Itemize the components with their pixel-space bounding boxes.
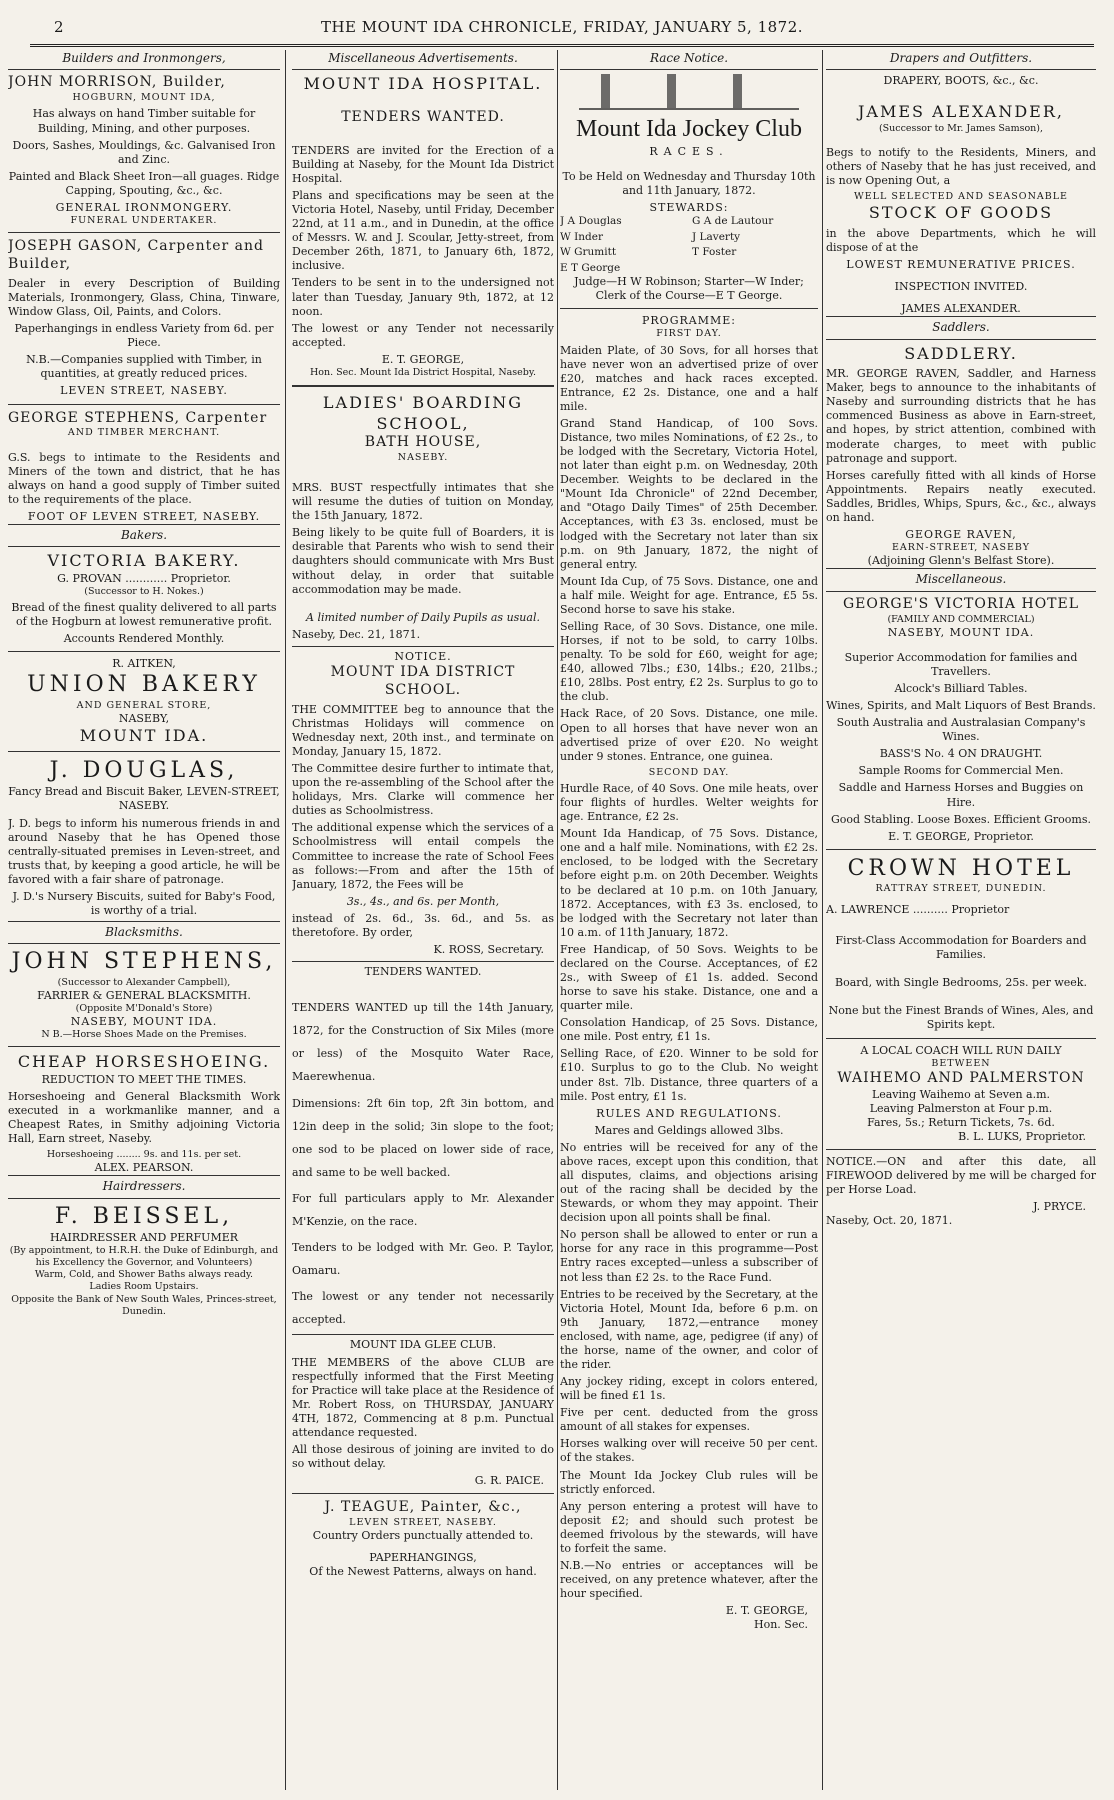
column-divider: [822, 50, 823, 1790]
ad-title: MOUNT IDA HOSPITAL.: [303, 74, 543, 94]
ad-subheading: WELL SELECTED AND SEASONABLE: [853, 191, 1068, 203]
ad-address: EARN-STREET, NASEBY: [891, 542, 1031, 554]
rule-text: N.B.—No entries or acceptances will be received, on any pretence whatever, after the hour specified.: [560, 1559, 818, 1601]
divider: [8, 404, 280, 405]
steward: [692, 262, 818, 275]
rule-text: Entries to be received by the Secretary, at the Victoria Hotel, Mount Ida, before 6 p.m. on 9th January, 1872,—entrance money enclosed, with name, age, pedigree (if any) of the horse, name of the owner, and color of the rider.: [560, 1287, 818, 1371]
ad-text: G. PROVAN ............ Proprietor.: [57, 571, 231, 585]
race-entry: Maiden Plate, of 30 Sovs, for all horses that have never won an advertised prize of over £20, matches and hack races excepted. Entrance, £2 2s. Distance, one and a half mile.: [560, 343, 818, 413]
ad-title: JOHN MORRISON, Builder,: [8, 74, 226, 91]
ad-signature: E. T. GEORGE,: [725, 1604, 808, 1618]
ad-text: Board, with Single Bedrooms, 25s. per week.: [835, 976, 1087, 990]
ad-heading: BASS'S No. 4 ON DRAUGHT.: [879, 747, 1043, 761]
ad-title: GEORGE STEPHENS, Carpenter: [8, 409, 268, 426]
ad-text: MR. GEORGE RAVEN, Saddler, and Harness Maker, begs to announce to the inhabitants of Naseby and surrounding districts that he has commenced Business as above in Earn-street, and hopes, by strict attention, combined with moderate charges, to meet with public patronage and support.: [826, 367, 1096, 465]
ad-signature: E. T. GEORGE,: [381, 352, 465, 366]
ad-text: A limited number of Daily Pupils as usual.: [306, 610, 540, 624]
ad-subheading: FUNERAL UNDERTAKER.: [70, 214, 218, 226]
race-entry: Free Handicap, of 50 Sovs. Weights to be declared on the Course. Acceptances, of £2 2s., with Sweep of £1 1s. added. Second horse to save his stake. Distance, one and a quarter mile.: [560, 942, 818, 1013]
race-entry: Selling Race, of £20. Winner to be sold for £10. Surplus to go to the Club. No weight under 8st. 7lb. Distance, three quarters of a mile. Post entry, £1 1s.: [560, 1047, 818, 1103]
ad-text: THE MEMBERS of the above CLUB are respectfully informed that the First Meeting for Practice will take place at the Residence of Mr. Robert Ross, on THURSDAY, JANUARY 4TH, 1872, Commencing at 8 p.m. Punctual attendance requested.: [292, 1355, 554, 1439]
ad-text: Leaving Waihemo at Seven a.m.: [871, 1087, 1051, 1101]
race-entry: Mount Ida Cup, of 75 Sovs. Distance, one and a half mile. Weight for age. Entrance, £5 5s. Second horse to save his stake.: [560, 574, 818, 616]
ad-title: GEORGE'S VICTORIA HOTEL: [842, 595, 1080, 612]
ad-text: TENDERS are invited for the Erection of a Building at Naseby, for the Mount Ida District Hospital.: [292, 143, 554, 185]
rule-text: No entries will be received for any of the above races, except upon this condition, that all disputes, claims, and objections arising out of the racing shall be decided by the Stewards, or whom they may appoint. Their decision upon all points shall be final.: [560, 1140, 818, 1225]
ad-address: NASEBY, MOUNT IDA.: [70, 1015, 218, 1029]
ad-signature: J. PRYCE.: [1033, 1200, 1086, 1214]
divider: [8, 1046, 280, 1047]
ad-heading: RULES AND REGULATIONS.: [596, 1106, 782, 1120]
ad-heading: NOTICE.: [292, 646, 554, 664]
ad-text: Horseshoeing ........ 9s. and 11s. per set.: [46, 1149, 242, 1161]
ad-text: Painted and Black Sheet Iron—all guages. Ridge Capping, Spouting, &c., &c.: [8, 169, 280, 197]
divider: [8, 232, 280, 233]
ad-text: The lowest or any tender not necessarily accepted.: [292, 1290, 554, 1327]
ad-title: JOHN STEPHENS,: [11, 949, 277, 975]
rule-text: Any person entering a protest will have to deposit £2; and should such protest be deemed frivolous by the stewards, will have to forfeit the same.: [560, 1499, 818, 1555]
ad-text: None but the Finest Brands of Wines, Ales, and Spirits kept.: [828, 1004, 1094, 1032]
rule-text: Horses walking over will receive 50 per cent. of the stakes.: [560, 1437, 818, 1465]
ad-text: Horseshoeing and General Blacksmith Work executed in a workmanlike manner, and a Cheapest Rates, in Smithy adjoining Victoria Hall, Earn street, Naseby.: [8, 1089, 280, 1146]
ad-title: F. BEISSEL,: [54, 1203, 234, 1229]
ad-signature: G. R. PAICE.: [474, 1474, 544, 1488]
ad-heading: PROGRAMME:: [642, 314, 736, 328]
ad-signature: GEORGE RAVEN,: [905, 528, 1017, 541]
rule-text: The Mount Ida Jockey Club rules will be strictly enforced.: [560, 1468, 818, 1496]
ad-text: Of the Newest Patterns, always on hand.: [309, 1565, 537, 1579]
race-entry: Consolation Handicap, of 25 Sovs. Distance, one mile. Post entry, £1 1s.: [560, 1016, 818, 1044]
steward: T Foster: [692, 246, 737, 259]
ad-heading: GENERAL IRONMONGERY.: [55, 200, 233, 214]
race-entry: Selling Race, of 30 Sovs. Distance, one mile. Horses, if not to be sold, to carry 10lbs. penalty. To be sold for £60, weight for age; £40, allowed 7lbs.; £30, 14lbs.; £20, 21lbs.; £10, 28lbs. Post entry, £2 2s. Surplus to go to the club.: [560, 620, 818, 704]
ad-subheading: (Successor to Alexander Campbell),: [57, 976, 231, 988]
ad-text: Dimensions: 2ft 6in top, 2ft 3in bottom, and 12in deep in the solid; 3in slope to the foot; one sod to be placed on lower side of race, and same to be well backed.: [292, 1096, 554, 1179]
steward: G A de Lautour: [692, 215, 774, 228]
ad-subheading: AND TIMBER MERCHANT.: [67, 427, 221, 439]
ad-address: RATTRAY STREET, DUNEDIN.: [875, 882, 1047, 894]
divider: [292, 1493, 554, 1494]
ad-heading: RACES.: [649, 145, 729, 159]
ad-signature: E. T. GEORGE, Proprietor.: [888, 829, 1034, 843]
ad-text: (Opposite M'Donald's Store): [75, 1002, 213, 1014]
section-header: Bakers.: [8, 524, 280, 547]
ad-text: Ladies Room Upstairs.: [89, 1281, 199, 1293]
ad-signature: B. L. LUKS, Proprietor.: [958, 1129, 1086, 1143]
ad-text: The additional expense which the services of a Schoolmistress will entail compels the Committee to increase the rate of School Fees as follows:—From and after the 15th of January, 1872, the Fees will be: [292, 821, 554, 891]
stewards-list: [560, 215, 818, 275]
ad-signature: Hon. Sec. Mount Ida District Hospital, Naseby.: [309, 366, 536, 378]
rule-text: Any jockey riding, except in colors entered, will be fined £1 1s.: [560, 1375, 818, 1403]
ad-heading: INSPECTION INVITED.: [894, 280, 1028, 294]
ad-heading: FARRIER & GENERAL BLACKSMITH.: [37, 988, 251, 1002]
section-header: Hairdressers.: [8, 1175, 280, 1198]
ad-heading: A LOCAL COACH WILL RUN DAILY: [860, 1043, 1062, 1057]
column-3: [560, 50, 818, 1790]
ad-date: Naseby, Dec. 21, 1871.: [292, 627, 421, 641]
column-2: [292, 50, 554, 1790]
ad-text: MOUNT IDA.: [79, 725, 209, 745]
ad-text: J. D. begs to inform his numerous friends in and around Naseby that he has Opened those centrally-situated premises in Leven-street, and trusts that, by keeping a good article, he will be favored with a fair share of patronage.: [8, 816, 280, 886]
ad-title: JAMES ALEXANDER,: [858, 102, 1064, 122]
ad-address: LEVEN STREET, NASEBY.: [60, 384, 228, 398]
ad-heading: STEWARDS:: [649, 201, 729, 215]
ad-title: CROWN HOTEL: [847, 855, 1075, 881]
ad-subheading: Fancy Bread and Biscuit Baker, LEVEN-STREET, NASEBY.: [8, 785, 280, 813]
race-entry: Hack Race, of 20 Sovs. Distance, one mile. Open to all horses that have never won an advertised prize of over £20. No weight under 9 stones. Entrance, one guinea.: [560, 707, 818, 763]
ad-text: Dealer in every Description of Building Materials, Ironmongery, Glass, China, Tinware, Window Glass, Oil, Paints, and Colors.: [8, 276, 280, 319]
ad-title: J. TEAGUE, Painter, &c.,: [324, 1499, 522, 1516]
ad-text: Tenders to be sent in to the undersigned not later than Tuesday, January 9th, 1872, at 12 noon.: [292, 276, 554, 318]
masthead: [30, 18, 1094, 42]
ad-title: UNION BAKERY: [27, 672, 261, 698]
ad-text: in the above Departments, which he will dispose of at the: [826, 226, 1096, 254]
ad-text: (Successor to H. Nokes.): [84, 585, 204, 597]
ad-text: 3s., 4s., and 6s. per Month,: [346, 894, 500, 908]
rule-text: No person shall be allowed to enter or run a horse for any race in this programme—Post Entry races excepted—unless a subscriber of not less than £2 2s. to the Race Fund.: [560, 1228, 818, 1284]
ad-text: R. AITKEN,: [112, 657, 176, 671]
ad-address: LEVEN STREET, NASEBY.: [349, 1517, 497, 1529]
steward: J A Douglas: [560, 215, 622, 228]
ad-text: Alcock's Billiard Tables.: [894, 681, 1028, 695]
section-header: Drapers and Outfitters.: [826, 50, 1096, 70]
ad-heading: PAPERHANGINGS,: [369, 1551, 477, 1565]
ad-address: HOGBURN, MOUNT IDA,: [72, 92, 216, 104]
ad-date: Naseby, Oct. 20, 1871.: [826, 1214, 953, 1228]
ad-title: JOSEPH GASON, Carpenter and Builder,: [8, 238, 264, 273]
steward: W Inder: [560, 230, 603, 243]
divider: [8, 751, 280, 752]
ad-text: Begs to notify to the Residents, Miners, and others of Naseby that he has just received, and is now Opening Out, a: [826, 146, 1096, 188]
ad-text: Wines, Spirits, and Malt Liquors of Best Brands.: [826, 699, 1096, 713]
ad-text: THE COMMITTEE beg to announce that the Christmas Holidays will commence on Wednesday next, 20th inst., and terminate on Monday, January 15, 1872.: [292, 702, 554, 758]
ad-subheading: AND GENERAL STORE,: [76, 699, 212, 711]
ad-text: Clerk of the Course—E T George.: [595, 289, 783, 303]
ad-text: Judge—H W Robinson; Starter—W Inder;: [574, 275, 804, 289]
ad-text: N B.—Horse Shoes Made on the Premises.: [41, 1029, 247, 1041]
ad-text: Sample Rooms for Commercial Men.: [858, 764, 1064, 778]
ad-text: Country Orders punctually attended to.: [312, 1529, 534, 1543]
race-entry: Mount Ida Handicap, of 75 Sovs. Distance, one and a half mile. Nominations, with £2 2s. enclosed, to be lodged with the Secretary before eight p.m. on 20th December. Weights to be declared at 10 p.m. on 10th January, 1872. Acceptances, with £3 3s. enclosed, to be lodged with the Secretary not later than 10 a.m. of 11th January, 1872.: [560, 827, 818, 939]
steward: J Laverty: [692, 230, 741, 243]
steward: E T George: [560, 261, 621, 274]
ad-title: MOUNT IDA DISTRICT SCHOOL.: [330, 663, 516, 698]
ad-address: FOOT OF LEVEN STREET, NASEBY.: [27, 509, 261, 523]
ad-text: A. LAWRENCE .......... Proprietor: [826, 903, 1010, 917]
ad-text: South Australia and Australasian Company's Wines.: [836, 716, 1086, 744]
section-header: Builders and Ironmongers,: [8, 50, 280, 70]
ad-text: The lowest or any Tender not necessarily accepted.: [292, 321, 554, 349]
ad-heading: REDUCTION TO MEET THE TIMES.: [41, 1072, 247, 1086]
newspaper-title: THE MOUNT IDA CHRONICLE, FRIDAY, JANUARY 5, 1872.: [320, 18, 804, 36]
section-header: Race Notice.: [560, 50, 818, 70]
section-header: Blacksmiths.: [8, 921, 280, 944]
ad-text: Leaving Palmerston at Four p.m.: [869, 1101, 1053, 1115]
ad-address: NASEBY, MOUNT IDA.: [887, 625, 1035, 639]
ad-text: Tenders to be lodged with Mr. Geo. P. Taylor, Oamaru.: [292, 1241, 554, 1278]
ad-title: STOCK OF GOODS: [868, 203, 1054, 223]
ad-text: Superior Accommodation for families and Travellers.: [844, 650, 1078, 678]
ad-title: J. DOUGLAS,: [49, 758, 239, 784]
ad-text: Doors, Sashes, Mouldings, &c. Galvanised Iron and Zinc.: [12, 138, 276, 166]
ad-title: VICTORIA BAKERY.: [47, 551, 241, 571]
section-header: Miscellaneous.: [826, 568, 1096, 591]
section-header: Saddlers.: [826, 316, 1096, 339]
ad-signature: JAMES ALEXANDER.: [901, 302, 1021, 316]
ad-subheading: FIRST DAY.: [656, 328, 722, 340]
ad-subheading: (Successor to Mr. James Samson),: [878, 122, 1044, 134]
ad-text: TENDERS WANTED up till the 14th January, 1872, for the Construction of Six Miles (more or less) of the Mosquito Water Race, Maerewhenua.: [292, 1001, 554, 1084]
ad-text: Accounts Rendered Monthly.: [63, 632, 225, 646]
rule-text: Mares and Geldings allowed 3lbs.: [594, 1123, 784, 1137]
ad-signature: Hon. Sec.: [754, 1618, 808, 1632]
race-entry: Grand Stand Handicap, of 100 Sovs. Distance, two miles Nominations, of £2 2s., to be lodged with the Secretary, Victoria Hotel, not later than eight p.m. on Wednesday, 20th December. Weights to be declared in the "Mount Ida Chronicle" of 22nd December, and "Otago Daily Times" of 25th December. Acceptances, with £3 3s. enclosed, must be lodged with the Secretary not later than six p.m. on 9th January, 1872, the night of general entry.: [560, 416, 818, 571]
masthead-rule: [30, 44, 1094, 47]
ad-heading: BATH HOUSE,: [364, 434, 482, 450]
ad-heading: DRAPERY, BOOTS, &c., &c.: [883, 74, 1039, 88]
ad-text: Being likely to be quite full of Boarders, it is desirable that Parents who wish to send their daughters should communicate with Mrs Bust without delay, in order that suitable accommodation may be made.: [292, 526, 554, 596]
jockey-club-title: Mount Ida Jockey Club: [576, 116, 802, 143]
ad-text: NASEBY,: [118, 711, 170, 725]
ad-address: NASEBY.: [397, 451, 449, 463]
ad-title: LADIES' BOARDING SCHOOL,: [322, 393, 524, 433]
racehorse-illustration: [579, 74, 799, 110]
column-1: [8, 50, 280, 1790]
ad-signature: K. ROSS, Secretary.: [433, 942, 544, 956]
ad-text: Has always on hand Timber suitable for Building, Mining, and other purposes.: [32, 107, 256, 135]
divider: [292, 385, 554, 387]
rule-text: Five per cent. deducted from the gross amount of all stakes for expenses.: [560, 1406, 818, 1434]
steward: W Grumitt: [560, 246, 617, 259]
ad-text: G.S. begs to intimate to the Residents and Miners of the town and district, that he has always on hand a good supply of Timber suited to the requirements of the place.: [8, 450, 280, 506]
ad-heading: TENDERS WANTED.: [292, 961, 554, 979]
ad-text: To be Held on Wednesday and Thursday 10th and 11th January, 1872.: [562, 170, 816, 198]
column-divider: [285, 50, 286, 1790]
ad-text: The Committee desire further to intimate that, upon the re-assembling of the School after the holidays, Mrs. Clarke will commence her duties as Schoolmistress.: [292, 762, 554, 818]
ad-subheading: BETWEEN: [931, 1057, 991, 1069]
section-header: Miscellaneous Advertisements.: [292, 50, 554, 70]
ad-text: Paperhangings in endless Variety from 6d. per Piece.: [14, 322, 274, 350]
ad-text: Plans and specifications may be seen at the Victoria Hotel, Naseby, until Friday, December 22nd, at 11 a.m., and in Dunedin, at the office of Messrs. W. and J. Scoular, Jetty-street, from December 26th, 1871, to January 6th, 1872, inclusive.: [292, 188, 554, 273]
ad-text: All those desirous of joining are invited to do so without delay.: [292, 1443, 554, 1471]
ad-text: NOTICE.—ON and after this date, all FIREWOOD delivered by me will be charged for per Horse Load.: [826, 1154, 1096, 1197]
ad-text: N.B.—Companies supplied with Timber, in quantities, at greatly reduced prices.: [26, 353, 262, 381]
ad-text: (By appointment, to H.R.H. the Duke of Edinburgh, and his Excellency the Governor, and Volunteers): [9, 1244, 279, 1269]
divider: [8, 651, 280, 652]
page-number: 2: [54, 18, 65, 36]
ad-title: CHEAP HORSESHOEING.: [17, 1052, 271, 1072]
divider: [826, 1149, 1096, 1150]
ad-text: First-Class Accommodation for Boarders and Families.: [835, 934, 1087, 962]
ad-text: Fares, 5s.; Return Tickets, 7s. 6d.: [867, 1115, 1055, 1129]
ad-text: (Adjoining Glenn's Belfast Store).: [867, 554, 1055, 568]
ad-title: WAIHEMO AND PALMERSTON: [837, 1069, 1085, 1086]
column-divider: [557, 50, 558, 1790]
ad-text: Good Stabling. Loose Boxes. Efficient Grooms.: [831, 812, 1091, 826]
race-entry: Hurdle Race, of 40 Sovs. One mile heats, over four flights of hurdles. Welter weights for age. Entrance, £2 2s.: [560, 781, 818, 824]
ad-subheading: (FAMILY AND COMMERCIAL): [887, 613, 1035, 625]
divider: [826, 1038, 1096, 1039]
ad-text: Saddle and Harness Horses and Buggies on Hire.: [838, 781, 1084, 809]
ad-text: For full particulars apply to Mr. Alexander M'Kenzie, on the race.: [292, 1191, 554, 1228]
divider: [560, 308, 818, 309]
ad-heading: LOWEST REMUNERATIVE PRICES.: [846, 258, 1076, 272]
ad-address: Opposite the Bank of New South Wales, Princes-street, Dunedin.: [11, 1293, 277, 1317]
ad-text: instead of 2s. 6d., 3s. 6d., and 5s. as theretofore. By order,: [292, 911, 554, 939]
divider: [826, 849, 1096, 850]
ad-subheading: SECOND DAY.: [648, 766, 730, 778]
column-4: [826, 50, 1096, 1790]
ad-heading: TENDERS WANTED.: [341, 108, 505, 125]
ad-signature: ALEX. PEARSON.: [94, 1161, 194, 1175]
ad-heading: HAIRDRESSER AND PERFUMER: [49, 1230, 239, 1244]
ad-text: J. D.'s Nursery Biscuits, suited for Baby's Food, is worthy of a trial.: [12, 889, 276, 918]
ad-text: Bread of the finest quality delivered to all parts of the Hogburn at lowest remunerative profit.: [11, 601, 277, 629]
ad-text: Warm, Cold, and Shower Baths always ready.: [34, 1269, 254, 1281]
ad-title: MOUNT IDA GLEE CLUB.: [292, 1334, 554, 1352]
ad-text: MRS. BUST respectfully intimates that she will resume the duties of tuition on Monday, the 15th January, 1872.: [292, 481, 554, 523]
ad-title: SADDLERY.: [904, 343, 1018, 363]
ad-text: Horses carefully fitted with all kinds of Horse Appointments. Repairs neatly executed. Saddles, Bridles, Whips, Spurs, &c., &c., always on hand.: [826, 468, 1096, 524]
